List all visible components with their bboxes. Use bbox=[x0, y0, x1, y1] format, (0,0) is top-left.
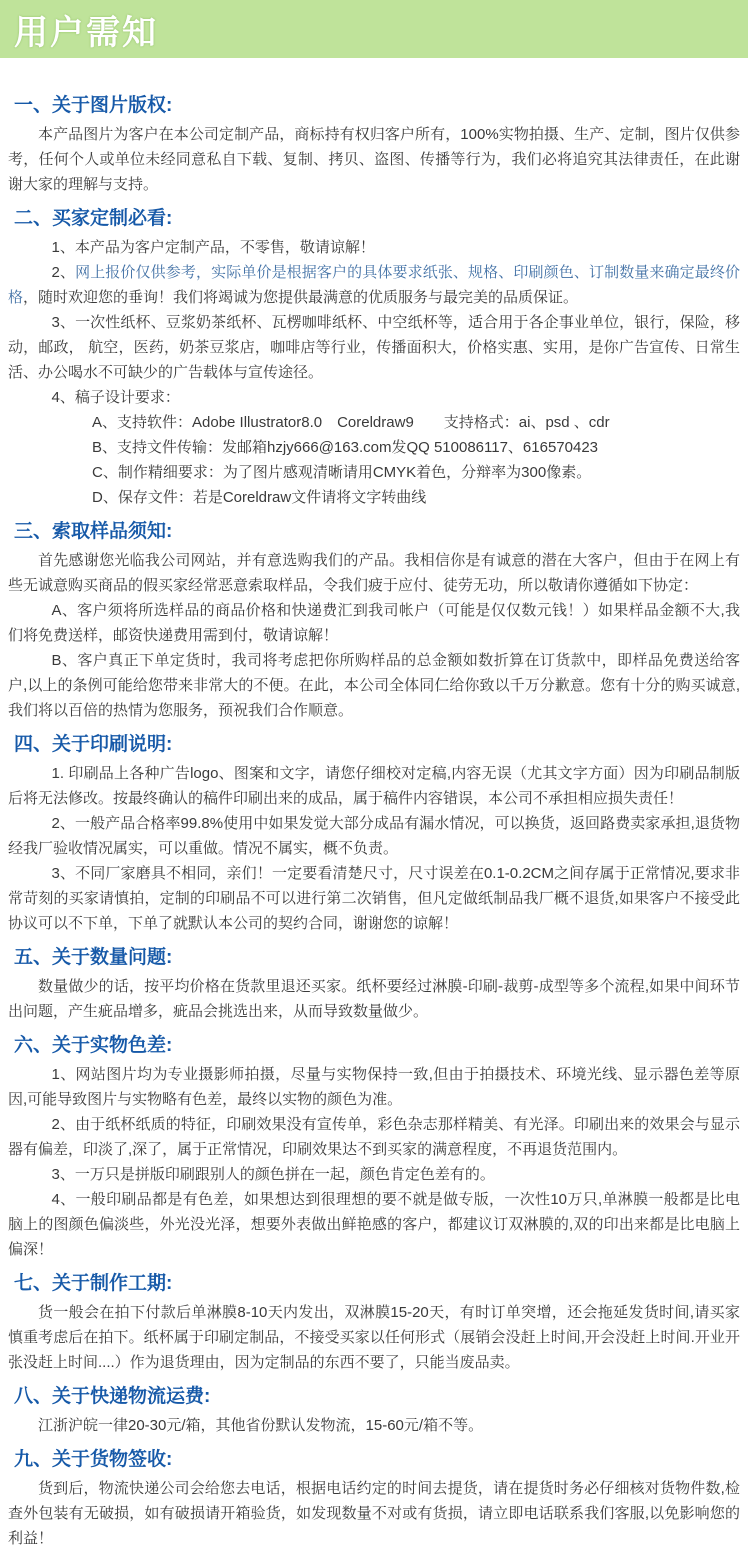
paragraph bbox=[8, 598, 740, 648]
text-run: 3、不同厂家磨具不相同，亲们！一定要看清楚尺寸，尺寸误差在0.1-0.2CM之间存属于正常情况,要求非常苛刻的买家请慎拍，定制的印刷品不可以进行第二次销售，但凡定做纸制品我厂概不退货,如果客户不接受此协议可以不下单，下单了就默认本公司的契约合同，谢谢您的谅解！ bbox=[8, 865, 740, 932]
paragraph bbox=[8, 410, 740, 435]
section-heading: 四、关于印刷说明: bbox=[14, 734, 173, 755]
section-4 bbox=[8, 733, 740, 936]
text-run: 货一般会在拍下付款后单淋膜8-10天内发出，双淋膜15-20天，有时订单突增，还会拖延发货时间,请买家慎重考虑后在拍下。纸杯属于印刷定制品，不接受买家以任何形式（展销会没赶上时间,开会没赶上时间.开业开张没赶上时间....）作为退货理由，因为定制品的东西不要了，只能当废品卖。 bbox=[8, 1304, 740, 1371]
paragraph bbox=[8, 385, 740, 410]
text-run: B、支持文件传输：发邮箱hzjy666@163.com发QQ 510086117、616570423 bbox=[92, 439, 599, 456]
text-run: 1、本产品为客户定制产品，不零售，敬请谅解！ bbox=[51, 239, 375, 256]
emphasized-text: 网上报价仅供参考，实际单价是根据客户的具体要求纸张、规格、印刷颜色、订制数量来确定最终价格 bbox=[8, 264, 740, 306]
paragraph bbox=[8, 122, 740, 197]
text-run: 2、一般产品合格率99.8%使用中如果发觉大部分成品有漏水情况，可以换货，返回路费卖家承担,退货物经我厂验收情况属实，可以重做。情况不属实，概不负责。 bbox=[8, 815, 740, 857]
text-run: 1、网站图片均为专业摄影师拍摄，尽量与实物保持一致,但由于拍摄技术、环境光线、显示器色差等原因,可能导致图片与实物略有色差，最终以实物的颜色为准。 bbox=[8, 1066, 740, 1108]
paragraph bbox=[8, 1476, 740, 1551]
paragraph bbox=[8, 648, 740, 723]
section-heading: 二、买家定制必看: bbox=[14, 208, 173, 229]
paragraph bbox=[8, 460, 740, 485]
notice-content bbox=[0, 58, 748, 1551]
paragraph bbox=[8, 1162, 740, 1187]
paragraph bbox=[8, 548, 740, 598]
text-run: 江浙沪皖一律20-30元/箱，其他省份默认发物流，15-60元/箱不等。 bbox=[38, 1417, 484, 1434]
text-run: 2、由于纸杯纸质的特征，印刷效果没有宣传单，彩色杂志那样精美、有光泽。印刷出来的效果会与显示器有偏差，印淡了,深了，属于正常情况，印刷效果达不到买家的满意程度，不再退货范围内。 bbox=[8, 1116, 740, 1158]
paragraph bbox=[8, 485, 740, 510]
paragraph bbox=[8, 310, 740, 385]
section-heading: 七、关于制作工期: bbox=[14, 1273, 173, 1294]
page-banner bbox=[0, 0, 748, 58]
text-run: 首先感谢您光临我公司网站，并有意选购我们的产品。我相信你是有诚意的潜在大客户，但由于在网上有些无诚意购买商品的假买家经常恶意索取样品，令我们疲于应付、徒劳无功，所以敬请你遵循如下协定： bbox=[8, 552, 740, 594]
paragraph bbox=[8, 761, 740, 811]
text-run: 1. 印刷品上各种广告logo、图案和文字，请您仔细校对定稿,内容无误（尤其文字方面）因为印刷品制版后将无法修改。按最终确认的稿件印刷出来的成品，属于稿件内容错误，本公司不承担相应损失责任！ bbox=[8, 765, 740, 807]
section-heading: 五、关于数量问题: bbox=[14, 947, 173, 968]
paragraph bbox=[8, 260, 740, 310]
section-heading: 一、关于图片版权: bbox=[14, 95, 173, 116]
section-3 bbox=[8, 520, 740, 723]
section-5 bbox=[8, 946, 740, 1024]
paragraph bbox=[8, 1062, 740, 1112]
text-run: A、客户须将所选样品的商品价格和快递费汇到我司帐户（可能是仅仅数元钱！）如果样品金额不大,我们将免费送样，邮资快递费用需到付，敬请谅解！ bbox=[8, 602, 740, 644]
section-2 bbox=[8, 207, 740, 510]
paragraph bbox=[8, 1187, 740, 1262]
section-8 bbox=[8, 1385, 740, 1438]
paragraph bbox=[8, 861, 740, 936]
text-run: 3、一次性纸杯、豆浆奶茶纸杯、瓦楞咖啡纸杯、中空纸杯等，适合用于各企事业单位，银行，保险，移动，邮政， 航空，医药，奶茶豆浆店，咖啡店等行业，传播面积大，价格实惠、实用，是你广告宣传、日常生活、办公喝水不可缺少的广告载体与宣传途径。 bbox=[8, 314, 740, 381]
paragraph bbox=[8, 235, 740, 260]
section-heading: 九、关于货物签收: bbox=[14, 1449, 173, 1470]
text-run: 数量做少的话，按平均价格在货款里退还买家。纸杯要经过淋膜-印刷-裁剪-成型等多个流程,如果中间环节出问题，产生疵品增多，疵品会挑选出来，从而导致数量做少。 bbox=[8, 978, 740, 1020]
section-heading: 六、关于实物色差: bbox=[14, 1035, 173, 1056]
text-run: 4、一般印刷品都是有色差，如果想达到很理想的要不就是做专版，一次性10万只,单淋膜一般都是比电脑上的图颜色偏淡些，外光没光泽，想要外表做出鲜艳感的客户，都建议订双淋膜的,双的印出来都是比电脑上偏深！ bbox=[8, 1191, 740, 1258]
section-7 bbox=[8, 1272, 740, 1375]
text-run: 3、一万只是拼版印刷跟别人的颜色拼在一起，颜色肯定色差有的。 bbox=[51, 1166, 495, 1183]
text-run: 2、 bbox=[51, 264, 76, 281]
text-run: 4、稿子设计要求： bbox=[51, 389, 180, 406]
section-heading: 八、关于快递物流运费: bbox=[14, 1386, 211, 1407]
section-heading: 三、索取样品须知: bbox=[14, 521, 173, 542]
text-run: D、保存文件：若是Coreldraw文件请将文字转曲线 bbox=[92, 489, 427, 506]
paragraph bbox=[8, 811, 740, 861]
paragraph bbox=[8, 1300, 740, 1375]
paragraph bbox=[8, 1413, 740, 1438]
text-run: B、客户真正下单定货时，我司将考虑把你所购样品的总金额如数折算在订货款中，即样品免费送给客户,以上的条例可能给您带来非常大的不便。在此，本公司全体同仁给你致以千万分歉意。您有十分的购买诚意,我们将以百倍的热情为您服务，预祝我们合作顺意。 bbox=[8, 652, 740, 719]
text-run: C、制作精细要求：为了图片感观清晰请用CMYK着色，分辩率为300像素。 bbox=[92, 464, 592, 481]
text-run: 货到后，物流快递公司会给您去电话，根据电话约定的时间去提货，请在提货时务必仔细核对货物件数,检查外包装有无破损，如有破损请开箱验货，如发现数量不对或有货损，请立即电话联系我们客服,以免影响您的利益！ bbox=[8, 1480, 740, 1547]
section-9 bbox=[8, 1448, 740, 1551]
paragraph bbox=[8, 974, 740, 1024]
paragraph bbox=[8, 435, 740, 460]
text-run: 本产品图片为客户在本公司定制产品，商标持有权归客户所有，100%实物拍摄、生产、定制，图片仅供参考，任何个人或单位未经同意私自下载、复制、拷贝、盗图、传播等行为，我们必将追究其法律责任，在此谢谢大家的理解与支持。 bbox=[8, 126, 740, 193]
section-1 bbox=[8, 94, 740, 197]
text-run: A、支持软件：Adobe Illustrator8.0 Coreldraw9 支持格式：ai、psd 、cdr bbox=[92, 414, 610, 431]
section-6 bbox=[8, 1034, 740, 1262]
text-run: ，随时欢迎您的垂询！我们将竭诚为您提供最满意的优质服务与最完美的品质保证。 bbox=[23, 289, 579, 306]
page-title: 用户需知 bbox=[14, 13, 158, 52]
paragraph bbox=[8, 1112, 740, 1162]
